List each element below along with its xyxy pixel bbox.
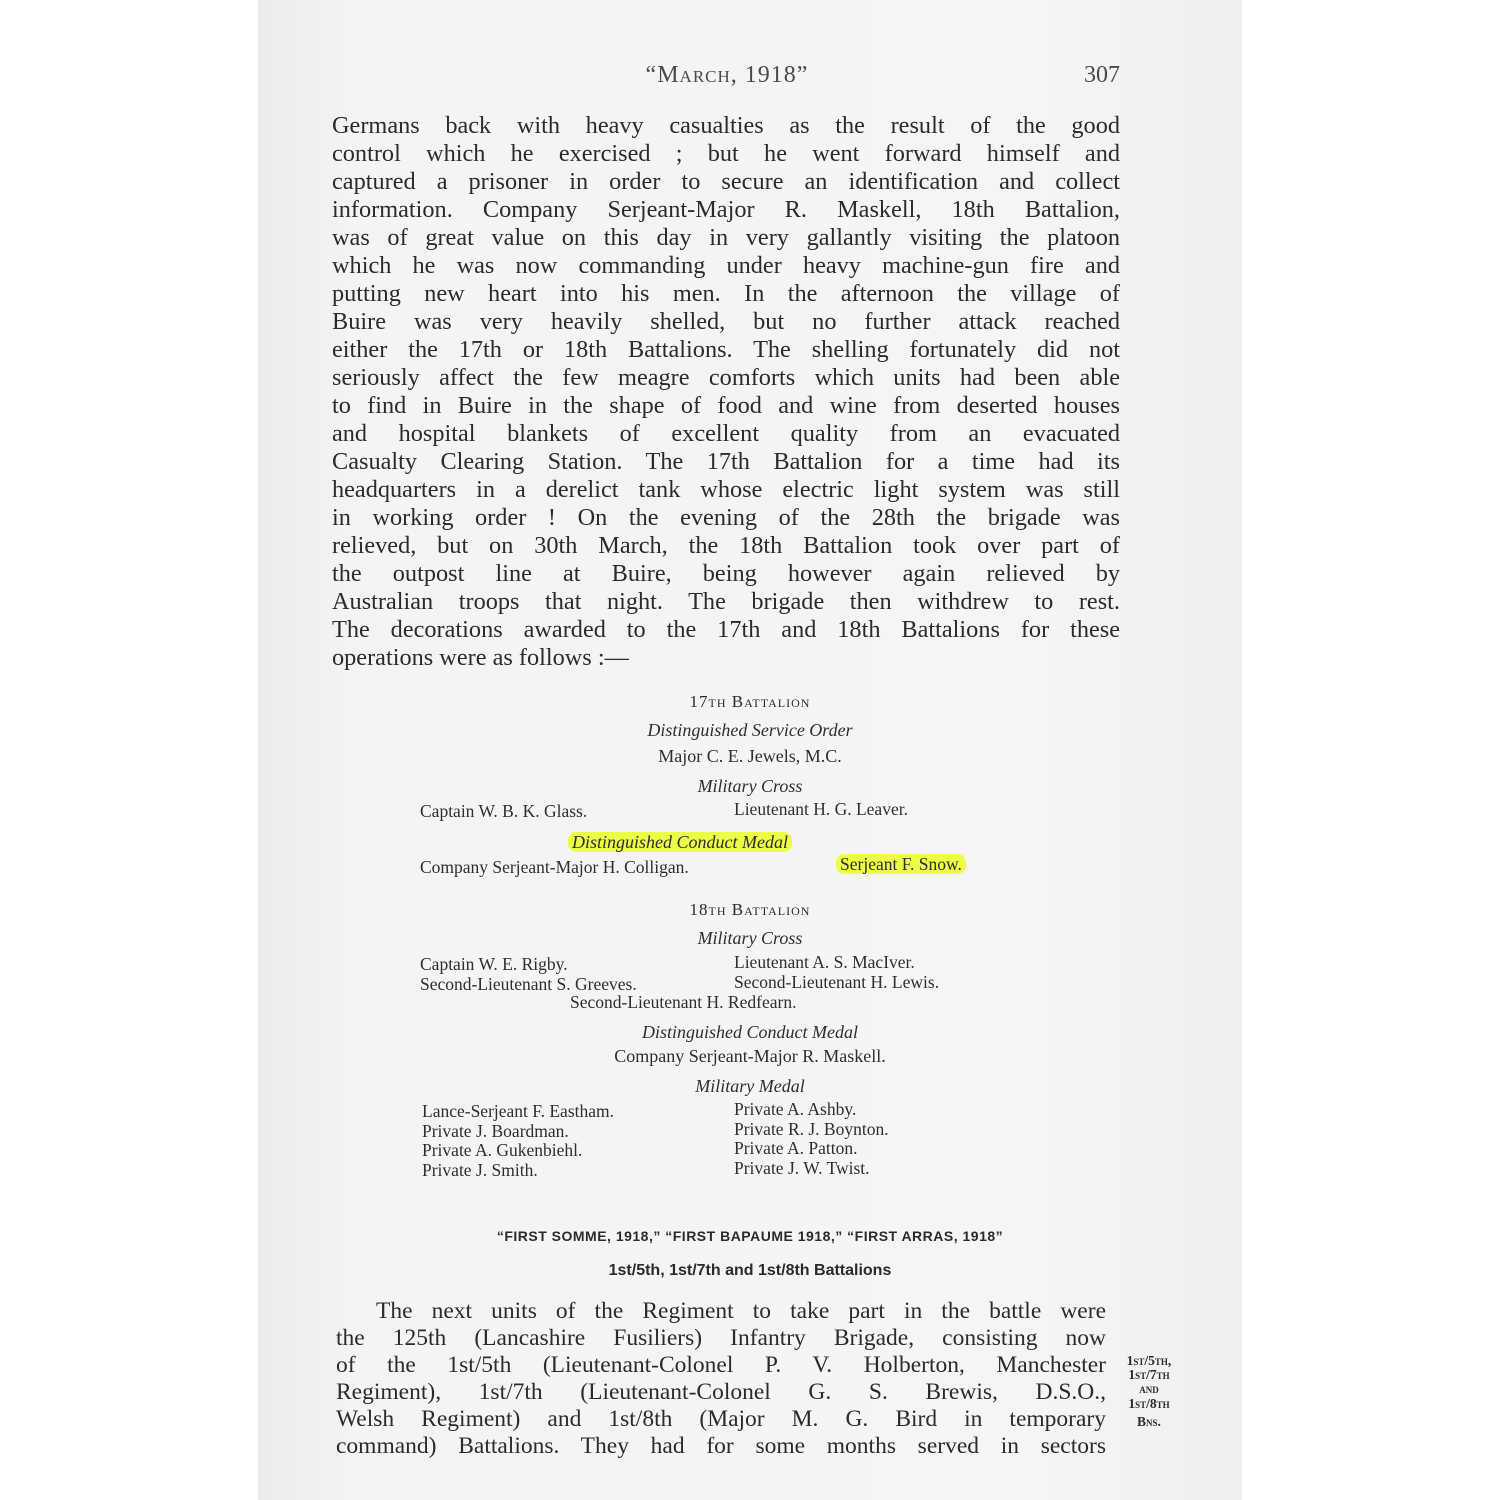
dcm-recipient-highlighted bbox=[836, 855, 966, 875]
text-line: operations were as follows :— bbox=[332, 644, 629, 671]
mm-recipient: Private A. Gukenbiehl. bbox=[422, 1140, 583, 1160]
text-line: to find in Buire in the shape of food and wine from deserted houses bbox=[332, 392, 1120, 419]
section-paragraph bbox=[336, 1298, 1106, 1460]
text-line: putting new heart into his men. In the afternoon the village of bbox=[332, 280, 1120, 307]
book-page bbox=[258, 0, 1242, 1500]
text-line: either the 17th or 18th Battalions. The shelling fortunately did not bbox=[332, 336, 1120, 363]
text-line: The next units of the Regiment to take part in the battle were bbox=[376, 1298, 1106, 1324]
text-line: in working order ! On the evening of the 28th the brigade was bbox=[332, 504, 1120, 531]
mm-recipient: Private J. W. Twist. bbox=[734, 1157, 870, 1178]
text-line: Germans back with heavy casualties as the result of the good bbox=[332, 112, 1120, 139]
section-subheading: 1st/5th, 1st/7th and 1st/8th Battalions bbox=[608, 1262, 892, 1279]
mc-recipient: Captain W. B. K. Glass. bbox=[420, 801, 588, 821]
mm-recipient: Private J. Smith. bbox=[422, 1159, 538, 1180]
mc-title-18: Military Cross bbox=[697, 928, 803, 948]
text-line: the outpost line at Buire, being however again relieved by bbox=[332, 560, 1120, 587]
margin-note-line: 1st/8th bbox=[1128, 1395, 1170, 1411]
dcm-title-17 bbox=[568, 832, 792, 853]
mm-recipient-column-right bbox=[734, 1100, 889, 1178]
mc-recipient: Lieutenant A. S. MacIver. bbox=[734, 952, 915, 972]
section-heading: “FIRST SOMME, 1918,” “FIRST BAPAUME 1918,” “FIRST ARRAS, 1918” bbox=[496, 1228, 1004, 1244]
text-line: Welsh Regiment) and 1st/8th (Major M. G. Bird in temporary bbox=[336, 1406, 1106, 1432]
mm-recipient-column-left bbox=[422, 1102, 614, 1180]
dcm-recipient: Company Serjeant-Major H. Colligan. bbox=[420, 857, 689, 877]
text-line: control which he exercised ; but he went forward himself and bbox=[332, 140, 1120, 167]
mc-recipient: Second-Lieutenant S. Greeves. bbox=[420, 973, 637, 994]
body-paragraph bbox=[332, 112, 1120, 672]
mc-recipient-column-left bbox=[420, 955, 637, 994]
mm-title: Military Medal bbox=[695, 1076, 805, 1096]
battalion-17-heading: 17th Battalion bbox=[689, 692, 811, 711]
battalion-18-heading: 18th Battalion bbox=[689, 900, 811, 919]
mc-title-17: Military Cross bbox=[697, 776, 803, 796]
text-line: headquarters in a derelict tank whose electric light system was still bbox=[332, 476, 1120, 503]
dso-recipient: Major C. E. Jewels, M.C. bbox=[658, 746, 842, 766]
mm-recipient: Private J. Boardman. bbox=[422, 1120, 569, 1141]
text-line: of the 1st/5th (Lieutenant-Colonel P. V. Holberton, Manchester bbox=[336, 1352, 1106, 1378]
highlighted-text: Serjeant F. Snow. bbox=[836, 854, 966, 874]
mc-recipient-column-right bbox=[734, 953, 939, 992]
margin-note bbox=[1114, 1354, 1184, 1429]
mc-recipient: Second-Lieutenant H. Lewis. bbox=[734, 971, 940, 992]
text-line: Australian troops that night. The brigade then withdrew to rest. bbox=[332, 588, 1120, 615]
margin-note-line: and bbox=[1139, 1381, 1159, 1397]
text-line: relieved, but on 30th March, the 18th Battalion took over part of bbox=[332, 532, 1120, 559]
text-line: Casualty Clearing Station. The 17th Battalion for a time had its bbox=[332, 448, 1120, 475]
mm-recipient: Private R. J. Boynton. bbox=[734, 1118, 889, 1139]
mm-recipient: Private A. Ashby. bbox=[734, 1099, 857, 1119]
mc-recipient: Captain W. E. Rigby. bbox=[420, 954, 568, 974]
mm-recipient: Lance-Serjeant F. Eastham. bbox=[422, 1101, 614, 1121]
text-line: and hospital blankets of excellent quality from an evacuated bbox=[332, 420, 1120, 447]
text-line: command) Battalions. They had for some months served in sectors bbox=[336, 1433, 1106, 1459]
mm-recipient: Private A. Patton. bbox=[734, 1138, 858, 1158]
text-line: which he was now commanding under heavy machine-gun fire and bbox=[332, 252, 1120, 279]
text-line: The decorations awarded to the 17th and 18th Battalions for these bbox=[332, 616, 1120, 643]
text-line: was of great value on this day in very gallantly visiting the platoon bbox=[332, 224, 1120, 251]
text-line: the 125th (Lancashire Fusiliers) Infantry Brigade, consisting now bbox=[336, 1325, 1106, 1351]
running-title: “March, 1918” bbox=[645, 62, 809, 88]
mc-recipient: Second-Lieutenant H. Redfearn. bbox=[570, 992, 797, 1012]
page-header bbox=[334, 62, 1120, 96]
text-line: captured a prisoner in order to secure an identification and collect bbox=[332, 168, 1120, 195]
highlighted-text: Distinguished Conduct Medal bbox=[568, 832, 792, 852]
dcm-title-18: Distinguished Conduct Medal bbox=[642, 1022, 858, 1042]
margin-note-line: Bns. bbox=[1137, 1413, 1161, 1429]
dso-title: Distinguished Service Order bbox=[647, 720, 853, 740]
text-line: seriously affect the few meagre comforts which units had been able bbox=[332, 364, 1120, 391]
text-line: Buire was very heavily shelled, but no further attack reached bbox=[332, 308, 1120, 335]
page-number: 307 bbox=[1084, 62, 1120, 88]
dcm-recipient: Company Serjeant-Major R. Maskell. bbox=[614, 1046, 886, 1066]
text-line: information. Company Serjeant-Major R. Maskell, 18th Battalion, bbox=[332, 196, 1120, 223]
margin-note-line: 1st/7th bbox=[1128, 1367, 1170, 1383]
text-line: Regiment), 1st/7th (Lieutenant-Colonel G. S. Brewis, D.S.O., bbox=[336, 1379, 1106, 1405]
margin-note-line: 1st/5th, bbox=[1126, 1353, 1172, 1368]
mc-recipient: Lieutenant H. G. Leaver. bbox=[734, 799, 908, 819]
